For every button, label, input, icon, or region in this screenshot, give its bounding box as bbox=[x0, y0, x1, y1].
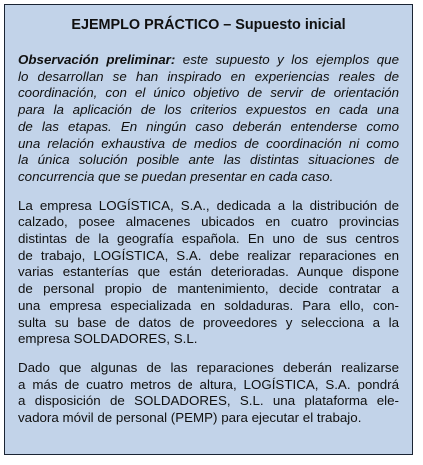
observation-line: una relación exhaustiva de medios de coordinación ni como bbox=[18, 135, 399, 151]
box-title: EJEMPLO PRÁCTICO – Supuesto inicial bbox=[71, 17, 346, 33]
paragraph-line: a disposición de SOLDADORES, S.L. una plataforma ele- bbox=[18, 393, 399, 409]
paragraph-line: empresa SOLDADORES, S.L. bbox=[18, 331, 198, 347]
paragraph-line: La empresa LOGÍSTICA, S.A., dedicada a la distribución de bbox=[18, 197, 399, 213]
paragraph-line: de trabajo, LOGÍSTICA, S.A. debe realizar reparaciones en bbox=[18, 247, 399, 263]
observation-line: la única solución posible ante las distintas situaciones de bbox=[18, 152, 399, 168]
observation-line: este supuesto y los ejemplos que bbox=[175, 52, 399, 67]
observation-lead: Observación preliminar: bbox=[18, 52, 176, 67]
paragraph-line: vadora móvil de personal (PEMP) para ejecutar el trabajo. bbox=[18, 410, 362, 426]
example-box bbox=[4, 4, 413, 455]
paragraph-line: una empresa especializada en soldaduras. Para ello, con- bbox=[18, 297, 399, 313]
paragraph-line: Dado que algunas de las reparaciones deberán realizarse bbox=[18, 359, 399, 375]
paragraph-line: distintas de la geografía española. En uno de sus centros bbox=[18, 231, 399, 247]
observation-line: concurrencia que se puedan presentar en cada caso. bbox=[18, 168, 334, 184]
paragraph-line: varias estanterías que están deterioradas. Aunque dispone bbox=[18, 264, 399, 280]
observation-line: para la aplicación de los criterios expuestos en cada una bbox=[18, 102, 399, 118]
paragraph-line: sulta su base de datos de proveedores y selecciona a la bbox=[18, 314, 399, 330]
observation-paragraph bbox=[18, 52, 399, 186]
paragraph-line: calzado, posee almacenes ubicados en cuatro provincias bbox=[18, 214, 399, 230]
observation-line: de las etapas. En ningún caso deberán entenderse como bbox=[18, 118, 399, 134]
paragraph-1 bbox=[18, 198, 399, 348]
paragraph-2 bbox=[18, 360, 399, 427]
paragraph-line: a más de cuatro metros de altura, LOGÍSTICA, S.A. pondrá bbox=[18, 376, 399, 392]
observation-line: lo desarrollan se han inspirado en experiencias reales de bbox=[18, 68, 399, 84]
paragraph-line: de personal propio de mantenimiento, decide contratar a bbox=[18, 281, 399, 297]
observation-line: coordinación, con el único objetivo de servir de orientación bbox=[18, 85, 399, 101]
